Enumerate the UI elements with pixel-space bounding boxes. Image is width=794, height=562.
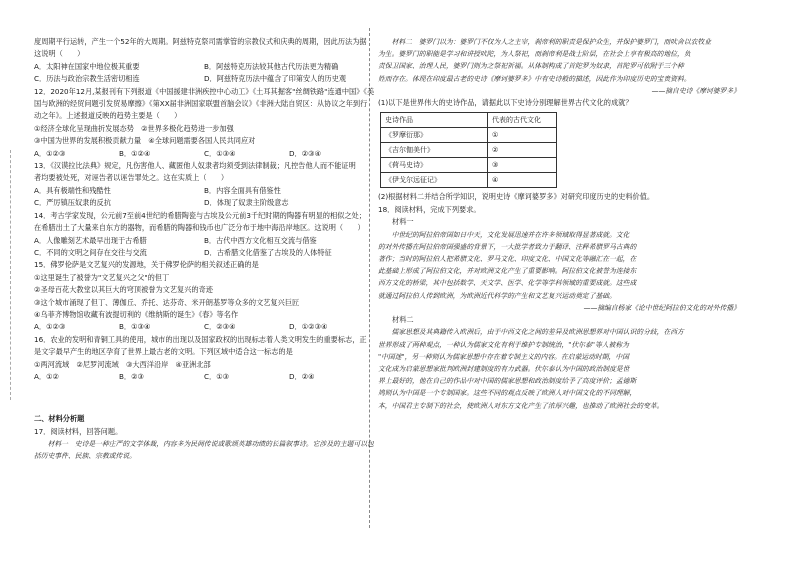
q12-option-b[interactable]: B．①②④	[119, 148, 151, 158]
material1-line: 括历史事件、民族、宗教或传说。	[34, 452, 136, 461]
material2-line: 为生。婆罗门的职能是学习和讲授吠陀，为人祭祀，而刹帝利是战士阶层，在社会上享有极高的地位，负	[378, 50, 691, 59]
material2-line: 责保卫国家、治理人民，婆罗门则为之祭祀祈福。从体制构成了首陀罗为奴隶，首陀罗可依附于三个种	[378, 62, 684, 71]
q16-option-a[interactable]: A．①②	[34, 371, 59, 381]
q15-item-line: ①这里诞生了被誉为"文艺复兴之父"的但丁	[34, 272, 170, 282]
right-column	[378, 36, 744, 412]
q16-item-line: ①两河流域 ②尼罗河流域 ③大西洋沿岸 ④亚洲北部	[34, 359, 211, 369]
q12-option-a[interactable]: A．①②③	[34, 148, 66, 158]
q17-sub2: (2)根据材料二并结合所学知识，说明史诗《摩诃婆罗多》对研究印度历史的史料价值。	[378, 192, 655, 202]
table-row	[381, 143, 557, 158]
table-cell: ②	[488, 143, 557, 158]
q12-item-line: ①经济全球化呈现曲折发展态势 ②世界多极化趋势进一步加强	[34, 123, 234, 133]
q14-option-b[interactable]: B．古代中西方文化相互交流与借鉴	[204, 235, 317, 245]
table-cell: 《伊戈尔远征记》	[381, 173, 488, 188]
q14-stem-line: 在希腊出土了大量来自东方的器物，而希腊的陶器和钱币也广泛分布于地中海沿岸地区。这说明（ ）	[34, 223, 365, 233]
q18-material2-line: 世界形成了两种观点，一种认为儒家文化有利于维护专制统治，"伏尔泰"等人被称为	[378, 340, 629, 349]
q13-option-c[interactable]: C．严厉镇压奴隶的反抗	[34, 198, 111, 208]
material2-line: 姓而存在。体现在印度最古老的史诗《摩诃婆罗多》中有史诗般的描述，因此作为印度历史的宝贵资料。	[378, 74, 691, 83]
q11-stem-line: 度周期平行运转，产生一个52年的大周期。阿兹特克祭司需掌管的宗教仪式和庆典的周期，因此历法为据	[34, 37, 367, 46]
q13-stem-line: 13．《汉谟拉比法典》规定，凡伤害他人、藏匿他人奴隶者均须受到法律制裁；凡控告他人而不能证明	[34, 161, 356, 171]
q11-option-c[interactable]: C．历法与政治宗教生活密切相连	[34, 74, 140, 84]
q16-option-b[interactable]: B．②③	[119, 371, 145, 381]
q14-option-d[interactable]: D．古希腊文化借鉴了古埃及的人体特征	[204, 247, 332, 257]
q12-option-c[interactable]: C．①③④	[204, 148, 236, 158]
q11-options	[34, 73, 374, 85]
q16-options	[34, 371, 374, 383]
q16-stem-line: 是文字最早产生的地区孕育了世界上最古老的文明。下列区域中适合这一标志的是	[34, 347, 293, 357]
q11-options	[34, 61, 374, 73]
q16-stem-line: 16．农业的发明和青铜工具的使用，城市的出现以及国家政权的出现标志着人类文明发生的重要标志，正	[34, 334, 367, 344]
table-row	[381, 128, 557, 143]
q11-option-b[interactable]: B．阿兹特克历法较其他古代历法更为精确	[204, 61, 339, 71]
q13-option-a[interactable]: A．具有极端性和残酷性	[34, 185, 111, 195]
q13-stem-line: 者均要被处死，对诬告者以诬告罪处之。这在实质上（ ）	[34, 173, 229, 183]
q11-option-d[interactable]: D．阿兹特克历法中蕴含了印第安人的历史观	[204, 74, 347, 84]
q18-material2-line: 鸠则认为中国是一个专制国家。这些不同的观点反映了欧洲人对中国文化的不同理解，	[378, 389, 637, 398]
q18-material2-line: 本，中国君主专制下的社会，使欧洲人对东方文化产生了浓厚兴趣，也推动了欧洲社会的变革。	[378, 401, 664, 410]
q12-stem-line: 动之年》。上述报道反映的趋势主要是（ ）	[34, 111, 182, 121]
q12-stem-line: 国与欧洲的经贸问题引发贸易摩擦》《第XX届非洲国家联盟首脑会议》《非洲大陆自贸区：从协议之年到行	[34, 99, 368, 109]
q17-stem: 17．阅读材料，回答问题。	[34, 426, 123, 436]
q18-material2-line: 界上最好的，他在自己的作品中对中国的儒家思想和政治制度给予了高度评价；孟德斯	[378, 377, 637, 386]
q11-stem-line: 这说明（ ）	[34, 49, 85, 59]
q12-option-d[interactable]: D．②③④	[289, 148, 322, 158]
q15-option-c[interactable]: C．②③④	[204, 322, 236, 332]
material-source: ——摘编自杨家《论中世纪阿拉伯文化的对外传播》	[583, 303, 740, 312]
q14-option-a[interactable]: A．人像雕刻艺术最早出现于古希腊	[34, 235, 147, 245]
q18-material1-line: 著作；当时的阿拉伯人把希腊文化、罗马文化、印度文化、中国文化等融汇在一起，在	[378, 255, 637, 264]
q18-material2-line: 文化成为启蒙思想家批判欧洲封建制度的有力武器。伏尔泰认为中国的政治制度是世	[378, 365, 630, 374]
q15-item-line: ②圣母百花大教堂以其巨大的穹顶被誉为文艺复兴的奇迹	[34, 285, 213, 295]
q18-material2-line: 儒家思想及其典籍传入欧洲后，由于中西文化之间的差异及欧洲思想界对中国认识的分歧，在西方	[378, 328, 684, 337]
q18-material1-line: 的对外传播在阿拉伯帝国强盛的背景下，一大批学者致力于翻译、注释希腊罗马古典的	[378, 242, 637, 251]
q12-stem-line: 12．2020年12月,某报刊有下列报道《中国援建非洲疾控中心动工》《土耳其掘客"丝绸铁路"连通中国》《美	[34, 86, 374, 96]
q15-item-line: ③这个城市涌现了但丁、薄伽丘、乔托、达芬奇、米开朗基罗等众多的文艺复兴巨匠	[34, 297, 300, 307]
material-label: 材料一	[392, 217, 414, 227]
q16-option-c[interactable]: C．①③	[204, 371, 230, 381]
q15-item-line: ④乌菲齐博物馆收藏有波提切利的《维纳斯的诞生》《春》等名作	[34, 309, 239, 319]
q18-material1-line: 就通过阿拉伯人传到欧洲，为欧洲近代科学的产生和文艺复兴运动奠定了基础。	[378, 291, 616, 300]
table-cell: 《罗摩衍那》	[381, 128, 488, 143]
q15-options	[34, 321, 374, 333]
table-cell: 《荷马史诗》	[381, 158, 488, 173]
q15-option-d[interactable]: D．①②③④	[289, 322, 328, 332]
q13-options	[34, 185, 374, 197]
material2-line: 材料二 婆罗门以为：婆罗门不仅为人之主宰，刹帝利的职责是保护众生，并保护婆罗门，而吠舍以农牧业	[378, 38, 712, 46]
q14-stem-line: 14．考古学家发现，公元前7至前4世纪的希腊陶瓷与古埃及公元前3千纪时期的陶器有明显的相似之处；	[34, 210, 366, 220]
table-cell: 《吉尔伽美什》	[381, 143, 488, 158]
table-header-cell: 代表的古代文化	[488, 113, 557, 128]
q13-option-b[interactable]: B．内容全面具有借鉴性	[204, 185, 281, 195]
q18-material1-line: 此基础上形成了阿拉伯文化，并对欧洲文化产生了重要影响。阿拉伯文化被誉为连接东	[378, 267, 637, 276]
q17-sub1: (1)以下是世界伟大的史诗作品，请据此以下史诗分别理解世界古代文化的成就？	[378, 98, 633, 108]
q13-option-d[interactable]: D．体现了奴隶主阶级意志	[204, 198, 289, 208]
table-header-row	[381, 113, 557, 128]
q15-option-a[interactable]: A．①②③	[34, 322, 66, 332]
q13-options	[34, 197, 374, 209]
material-label: 材料二	[392, 315, 414, 325]
q12-options	[34, 148, 374, 160]
q11-option-a[interactable]: A．太阳神在国家中地位极其重要	[34, 61, 140, 71]
q15-option-b[interactable]: B．①③④	[119, 322, 151, 332]
table-cell: ①	[488, 128, 557, 143]
q18-material2-line: "中国迷"，另一种则认为儒家思想中存在着专制主义的内容。在启蒙运动时期，中国	[378, 352, 629, 361]
section-title: 二、材料分析题	[34, 414, 85, 424]
table-cell: ③	[488, 158, 557, 173]
q14-options	[34, 247, 374, 259]
q14-options	[34, 235, 374, 247]
left-column	[34, 36, 374, 463]
table-header-cell: 史诗作品	[381, 113, 488, 128]
table-row	[381, 158, 557, 173]
epic-table	[380, 112, 557, 188]
table-cell: ④	[488, 173, 557, 188]
table-row	[381, 173, 557, 188]
q18-stem: 18．阅读材料，完成下列要求。	[378, 204, 481, 214]
q14-option-c[interactable]: C．不同的文明之间存在交往与交流	[34, 247, 147, 257]
binding-margin-line	[10, 150, 11, 400]
q12-item-line: ③中国为世界的发展积极贡献力量 ④全球问题需要各国人民共同应对	[34, 136, 256, 146]
q18-material1-line: 西方文化的桥梁，其中包括数学、天文学、医学、化学等学科领域的重要成就。这些成	[378, 279, 637, 288]
q16-option-d[interactable]: D．②④	[289, 371, 315, 381]
q18-material1-line: 中世纪的阿拉伯帝国如日中天，文化发展迅速并在许多领域取得显著成就。文化	[378, 230, 630, 239]
material1-line: 材料一 史诗是一种庄严的文学体裁，内容多为民间传说或歌颂英雄功绩的长篇叙事诗。它涉及的主题可以包	[34, 440, 374, 449]
q15-stem-line: 15．佛罗伦萨是文艺复兴的发源地，关于佛罗伦萨的相关叙述正确的是	[34, 260, 259, 270]
material-source: ——摘自史诗《摩诃婆罗多》	[651, 86, 740, 95]
